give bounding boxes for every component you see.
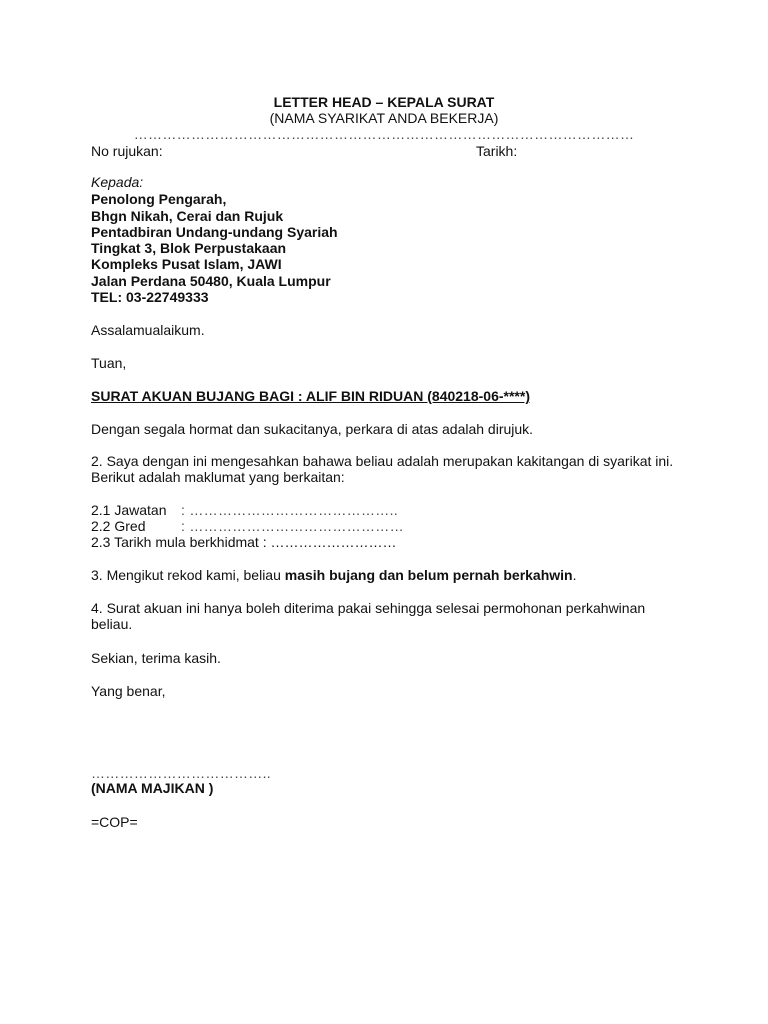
recipient-line: Kompleks Pusat Islam, JAWI [91, 256, 282, 272]
detail-jawatan [91, 502, 398, 518]
recipient-line: Jalan Perdana 50480, Kuala Lumpur [91, 273, 331, 289]
paragraph-4-line-2: beliau. [91, 616, 133, 632]
subject-line: SURAT AKUAN BUJANG BAGI : ALIF BIN RIDUAN (840218-06-****) [91, 388, 530, 404]
sign-off: Yang benar, [91, 683, 166, 699]
greeting: Assalamualaikum. [91, 322, 205, 338]
recipient-line: Bhgn Nikah, Cerai dan Rujuk [91, 208, 284, 224]
paragraph-1: Dengan segala hormat dan sukacitanya, perkara di atas adalah dirujuk. [91, 421, 534, 437]
date-label: Tarikh: [476, 143, 518, 159]
detail-jawatan-value: : …………………………………….. [181, 502, 398, 518]
recipient-line: Penolong Pengarah, [91, 191, 227, 207]
letterhead-dotted-line: …………………………………………………………………………………………… [133, 126, 635, 142]
recipient-line: Pentadbiran Undang-undang Syariah [91, 224, 338, 240]
paragraph-2-line-1: 2. Saya dengan ini mengesahkan bahawa beliau adalah merupakan kakitangan di syarikat ini. [91, 453, 674, 469]
detail-gred [91, 518, 404, 534]
paragraph-3-suffix: . [572, 567, 577, 583]
closing: Sekian, terima kasih. [91, 650, 221, 666]
salutation: Tuan, [91, 355, 127, 371]
letterhead-title: LETTER HEAD – KEPALA SURAT [273, 94, 495, 110]
employer-name: (NAMA MAJIKAN ) [91, 780, 214, 796]
paragraph-3-bold: masih bujang dan belum pernah berkahwin [284, 567, 573, 583]
paragraph-3 [91, 567, 576, 583]
paragraph-3-prefix: 3. Mengikut rekod kami, beliau [91, 567, 285, 583]
signature-dotted-line: ……………………………….. [91, 765, 271, 781]
detail-gred-label: 2.2 Gred [91, 518, 146, 534]
paragraph-4-line-1: 4. Surat akuan ini hanya boleh diterima pakai sehingga selesai permohonan perkahwinan [91, 600, 646, 616]
detail-gred-value: : ……………………………………… [181, 518, 404, 534]
recipient-line: TEL: 03-22749333 [91, 289, 209, 305]
detail-jawatan-label: 2.1 Jawatan [91, 502, 167, 518]
reference-number-label: No rujukan: [91, 143, 163, 159]
recipient-kepada: Kepada: [91, 174, 144, 190]
recipient-line: Tingkat 3, Blok Perpustakaan [91, 240, 287, 256]
detail-tarikh-mula: 2.3 Tarikh mula berkhidmat : ……………………… [91, 534, 397, 550]
paragraph-2-line-2: Berikut adalah maklumat yang berkaitan: [91, 469, 345, 485]
company-stamp: =COP= [91, 814, 138, 830]
letterhead-subtitle: (NAMA SYARIKAT ANDA BEKERJA) [269, 110, 499, 126]
